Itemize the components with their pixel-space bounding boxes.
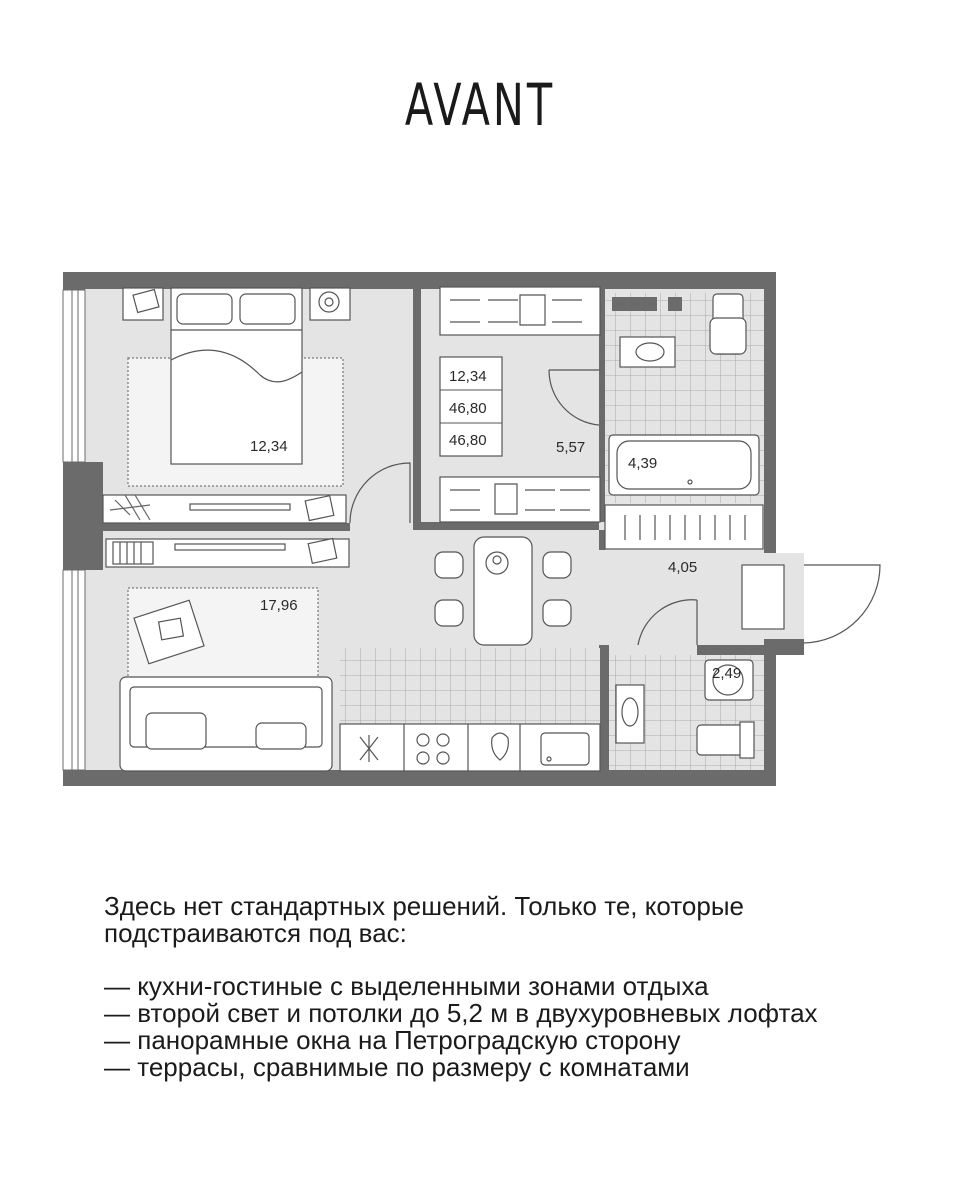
feature-item: — кухни-гостиные с выделенными зонами отдыха — [104, 973, 904, 1000]
entry-bench — [742, 565, 784, 629]
window-bottom — [63, 570, 85, 770]
area-bedroom: 12,34 — [250, 438, 288, 455]
area-corridor: 4,05 — [668, 559, 698, 576]
description — [104, 893, 904, 1081]
feature-list — [104, 973, 904, 1081]
feature-item: — террасы, сравнимые по размеру с комнатами — [104, 1054, 904, 1081]
area-wc: 2,49 — [712, 665, 742, 682]
area-summary — [440, 357, 502, 456]
area-hall: 5,57 — [556, 439, 586, 456]
summary-value-1: 12,34 — [449, 368, 487, 385]
intro-text: Здесь нет стандартных решений. Только те, которые подстраиваются под вас: — [104, 891, 744, 948]
summary-value-3: 46,80 — [449, 432, 487, 449]
vent — [612, 297, 657, 311]
summary-value-2: 46,80 — [449, 400, 487, 417]
shoe-cabinet — [605, 505, 763, 549]
entrance-door — [804, 565, 880, 643]
feature-item: — панорамные окна на Петроградскую сторону — [104, 1027, 904, 1054]
area-bathroom: 4,39 — [628, 455, 658, 472]
area-living: 17,96 — [260, 597, 298, 614]
wardrobe-bottom — [440, 477, 600, 522]
window-top — [63, 290, 85, 462]
kitchen-units — [340, 724, 600, 771]
feature-item: — второй свет и потолки до 5,2 м в двухуровневых лофтах — [104, 1000, 904, 1027]
brand-logo: AVANT — [404, 71, 556, 139]
